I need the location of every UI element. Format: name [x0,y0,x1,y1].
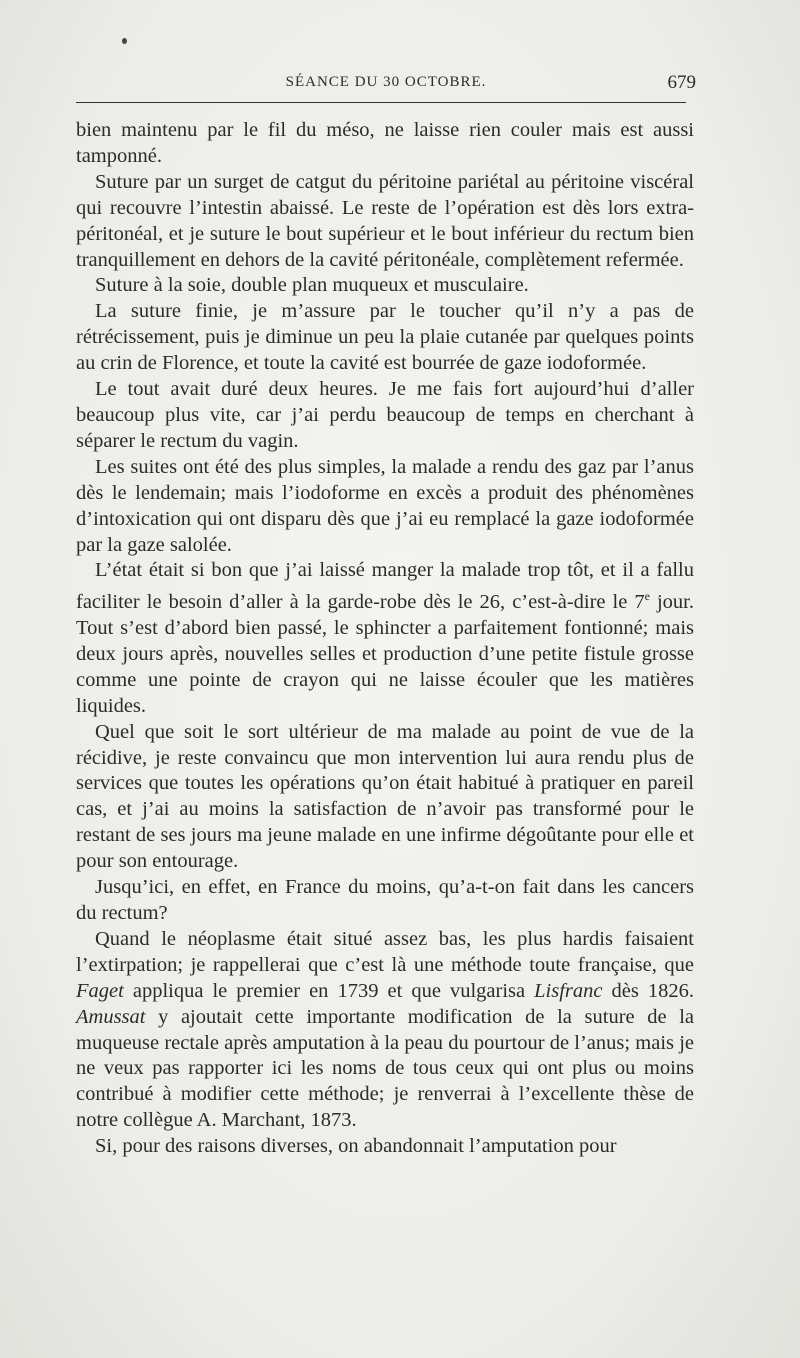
author-name: Lisfranc [534,979,603,1002]
paragraph: Suture par un surget de catgut du péritoine pariétal au péritoine viscéral qui recouvre l’intestin abaissé. Le reste de l’opération est dès lors extra-péritonéal, et je suture le bout supérieur et le bout inférieur du rectum bien tranquillement en dehors de la cavité péritonéale, complètement refermée. [76,170,694,271]
body-text [76,118,694,1160]
paragraph: La suture finie, je m’assure par le toucher qu’il n’y a pas de rétrécissement, puis je diminue un peu la plaie cutanée par quelques points au crin de Florence, et toute la cavité est bourrée de gaze iodoformée. [76,300,694,375]
paragraph: Le tout avait duré deux heures. Je me fais fort aujourd’hui d’aller beaucoup plus vite, car j’ai perdu beaucoup de temps en cherchant à séparer le rectum du vagin. [76,378,694,452]
paragraph: Suture à la soie, double plan muqueux et musculaire. [95,274,529,297]
paragraph-text: dès 1826. [602,979,694,1002]
paragraph-text: appliqua le premier en 1739 et que vulgarisa [123,979,535,1002]
running-title: SÉANCE DU 30 OCTOBRE. [285,74,487,90]
paragraph: bien maintenu par le fil du méso, ne laisse rien couler mais est aussi tamponné. [76,119,694,167]
paragraph: Si, pour des raisons diverses, on abandonnait l’amputation pour [95,1135,617,1158]
paragraph: Les suites ont été des plus simples, la malade a rendu des gaz par l’anus dès le lendemain; mais l’iodoforme en excès a produit des phénomènes d’intoxication qui ont disparu dès que j’ai eu remplacé la gaze iodoformée par la gaze salolée. [76,455,694,556]
paragraph: Quel que soit le sort ultérieur de ma malade au point de vue de la récidive, je reste convaincu que mon intervention lui aura rendu plus de services que toutes les opérations qu’on était habitué à pratiquer en pareil cas, et j’ai au moins la satisfaction de n’avoir pas transformé pour le restant de ses jours ma jeune malade en une infirme dégoûtante pour elle et pour son entourage. [76,720,694,873]
paragraph-text: Quand le néoplasme était situé assez bas, les plus hardis faisaient l’extirpation; je rappellerai que c’est là une méthode toute française, que [76,927,694,976]
paragraph: Jusqu’ici, en effet, en France du moins, qu’a-t-on fait dans les cancers du rectum? [76,876,694,925]
paragraph-text: y ajoutait cette importante modification de la suture de la muqueuse rectale après amputation à la peau du pourtour de l’anus; mais je ne veux pas rapporter ici les noms de tous ceux qui ont plus ou moins contribué à modifier cette méthode; je renverrai à l’excellente thèse de notre collègue A. Marchant, 1873. [76,1005,694,1132]
paragraph-text: L’état était si bon que j’ai laissé manger la malade trop tôt, et il a fallu faciliter le besoin d’aller à la garde-robe dès le 26, c’est-à-dire le 7 [76,559,694,614]
header-rule [76,102,686,103]
paragraph [76,927,694,1134]
author-name: Faget [76,979,124,1002]
page-header [76,70,696,100]
paragraph-text: jour. Tout s’est d’abord bien passé, le sphincter a parfaitement fontionné; mais deux jours après, nouvelles selles et production d’une petite fistule grosse comme une pointe de crayon qui ne laisse écouler que les matières liquides. [76,591,694,717]
ink-speck [122,38,127,44]
author-name: Amussat [76,1005,146,1028]
page-number: 679 [667,72,696,93]
superscript: e [644,589,650,604]
paragraph [76,558,694,719]
